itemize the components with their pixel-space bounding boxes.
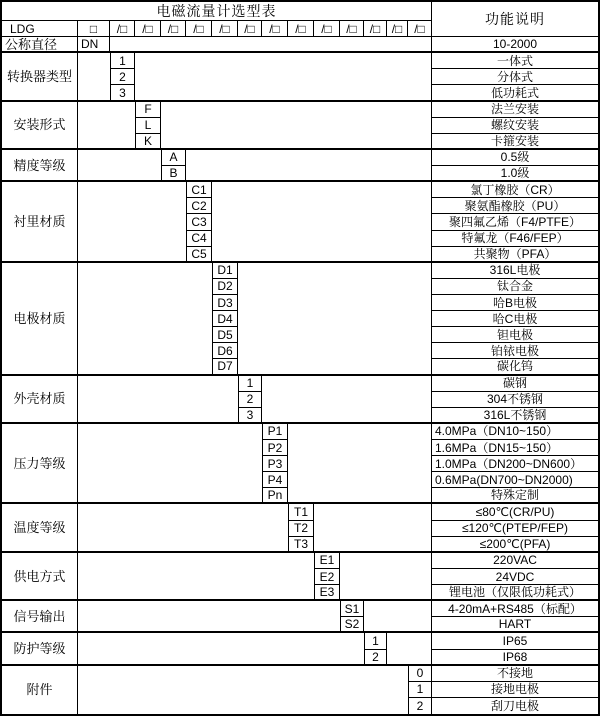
code-cell: P2 bbox=[262, 440, 288, 456]
model-code-slot: /□ bbox=[161, 21, 186, 37]
model-code-slot: /□ bbox=[212, 21, 238, 37]
function-cell: 特殊定制 bbox=[432, 488, 598, 504]
model-code-box: □ bbox=[78, 21, 110, 37]
model-code-slot: /□ bbox=[314, 21, 340, 37]
function-cell: 4-20mA+RS485（标配） bbox=[432, 601, 598, 617]
code-cell: D6 bbox=[212, 343, 238, 359]
function-cell: 0.5级 bbox=[432, 150, 598, 166]
filler-cell bbox=[364, 601, 432, 633]
filler-cell bbox=[78, 666, 408, 714]
section-label: 信号输出 bbox=[2, 601, 78, 633]
function-cell: 碳化钨 bbox=[432, 359, 598, 375]
function-cell: 分体式 bbox=[432, 69, 598, 85]
function-cell: 1.6MPa（DN15~150） bbox=[432, 440, 598, 456]
filler-cell bbox=[78, 424, 262, 505]
code-cell: D2 bbox=[212, 279, 238, 295]
filler-cell bbox=[110, 37, 432, 53]
function-cell: 特氟龙（F46/FEP） bbox=[432, 231, 598, 247]
function-cell: 钽电极 bbox=[432, 327, 598, 343]
section-label: 压力等级 bbox=[2, 424, 78, 505]
code-cell: C5 bbox=[186, 247, 212, 263]
model-code-slot: /□ bbox=[186, 21, 212, 37]
model-code-slot: /□ bbox=[387, 21, 408, 37]
function-cell: 一体式 bbox=[432, 53, 598, 69]
code-cell: P4 bbox=[262, 472, 288, 488]
filler-cell bbox=[78, 150, 161, 182]
code-cell: B bbox=[161, 166, 186, 182]
code-cell: D4 bbox=[212, 311, 238, 327]
filler-cell bbox=[186, 150, 432, 182]
code-cell: E2 bbox=[314, 569, 340, 585]
filler-cell bbox=[78, 182, 186, 263]
function-cell: 聚四氟乙烯（F4/PTFE） bbox=[432, 214, 598, 230]
section-label: 防护等级 bbox=[2, 633, 78, 665]
code-cell: D3 bbox=[212, 295, 238, 311]
function-cell: IP65 bbox=[432, 633, 598, 649]
function-cell: 刮刀电极 bbox=[490, 698, 539, 713]
code-cell: 3 bbox=[110, 85, 135, 101]
code-cell: 2 bbox=[110, 69, 135, 85]
model-code-slot: /□ bbox=[340, 21, 364, 37]
function-cell: 316L不锈钢 bbox=[432, 408, 598, 424]
filler-cell bbox=[262, 376, 432, 424]
section-label: 衬里材质 bbox=[2, 182, 78, 263]
code-cell: T1 bbox=[288, 504, 314, 520]
function-cell: 316L电极 bbox=[432, 263, 598, 279]
function-cell: HART bbox=[432, 617, 598, 633]
filler-cell bbox=[387, 633, 432, 665]
code-cell: P3 bbox=[262, 456, 288, 472]
model-code-slot: /□ bbox=[238, 21, 262, 37]
filler-cell bbox=[78, 102, 135, 150]
code-cell: 2 bbox=[238, 392, 262, 408]
code-cell: D7 bbox=[212, 359, 238, 375]
function-cell: 24VDC bbox=[432, 569, 598, 585]
section-label: 温度等级 bbox=[2, 504, 78, 552]
function-cell: 10-2000 bbox=[432, 37, 598, 53]
code-cell: DN bbox=[78, 37, 110, 53]
code-cell: C3 bbox=[186, 214, 212, 230]
function-cell: 法兰安装 bbox=[432, 102, 598, 118]
filler-cell bbox=[78, 504, 288, 552]
code-cell: P1 bbox=[262, 424, 288, 440]
function-cell: IP68 bbox=[432, 650, 598, 666]
function-cell: 螺纹安装 bbox=[432, 118, 598, 134]
code-cell: S2 bbox=[340, 617, 364, 633]
function-cell: 钛合金 bbox=[432, 279, 598, 295]
filler-cell bbox=[78, 553, 314, 601]
function-cell: 0.6MPa(DN700~DN2000) bbox=[432, 472, 598, 488]
function-cell: 1.0级 bbox=[432, 166, 598, 182]
function-cell: 接地电极 bbox=[432, 682, 598, 698]
filler-cell bbox=[288, 424, 432, 505]
filler-cell bbox=[78, 601, 340, 633]
filler-cell bbox=[78, 633, 364, 665]
function-cell: 氯丁橡胶（CR） bbox=[432, 182, 598, 198]
code-cell: S1 bbox=[340, 601, 364, 617]
filler-cell bbox=[238, 263, 432, 376]
model-code-slot: /□ bbox=[364, 21, 387, 37]
table-title: 电磁流量计选型表 bbox=[2, 2, 432, 21]
section-label-diameter: 公称直径 bbox=[2, 37, 78, 53]
code-cell: 3 bbox=[238, 408, 262, 424]
function-cell: 1.0MPa（DN200~DN600） bbox=[432, 456, 598, 472]
function-cell: 304不锈钢 bbox=[432, 392, 598, 408]
function-cell: 碳钢 bbox=[432, 376, 598, 392]
code-cell: 1 bbox=[110, 53, 135, 69]
function-cell: ≤120℃(PTEP/FEP) bbox=[432, 521, 598, 537]
code-cell: E3 bbox=[314, 585, 340, 601]
function-cell: 不接地 bbox=[432, 666, 598, 682]
filler-cell bbox=[340, 553, 432, 601]
code-cell: E1 bbox=[314, 553, 340, 569]
code-cell: Pn bbox=[262, 488, 288, 504]
function-cell: 锂电池（仅限低功耗式） bbox=[432, 585, 598, 601]
function-cell: ≤80℃(CR/PU) bbox=[432, 504, 598, 520]
code-cell: 2 bbox=[408, 698, 432, 714]
function-cell: 4.0MPa（DN10~150） bbox=[432, 424, 598, 440]
filler-cell bbox=[78, 376, 238, 424]
section-label: 安装形式 bbox=[2, 102, 78, 150]
section-label: 外壳材质 bbox=[2, 376, 78, 424]
filler-cell bbox=[314, 504, 432, 552]
function-cell: 铂铱电极 bbox=[432, 343, 598, 359]
model-code-slot: /□ bbox=[135, 21, 161, 37]
filler-cell bbox=[135, 53, 432, 101]
code-cell: 2 bbox=[364, 650, 387, 666]
code-cell: 1 bbox=[408, 682, 432, 698]
section-label: 电极材质 bbox=[2, 263, 78, 376]
function-column-header: 功能说明 bbox=[432, 2, 598, 37]
code-cell: T2 bbox=[288, 521, 314, 537]
function-cell: 聚氨酯橡胶（PU） bbox=[432, 198, 598, 214]
code-cell: 0 bbox=[408, 666, 432, 682]
section-label: 附件 bbox=[2, 666, 78, 714]
filler-cell bbox=[78, 53, 110, 101]
model-code-prefix: LDG bbox=[2, 21, 78, 37]
code-cell: C2 bbox=[186, 198, 212, 214]
model-code-slot: /□ bbox=[262, 21, 288, 37]
code-cell: A bbox=[161, 150, 186, 166]
code-cell: 1 bbox=[364, 633, 387, 649]
model-code-slot: /□ bbox=[288, 21, 314, 37]
section-label: 供电方式 bbox=[2, 553, 78, 601]
function-cell: ≤200℃(PFA) bbox=[432, 537, 598, 553]
filler-cell bbox=[212, 182, 432, 263]
model-code-slot: /□ bbox=[110, 21, 135, 37]
code-cell: 1 bbox=[238, 376, 262, 392]
code-cell: F bbox=[135, 102, 161, 118]
section-label: 精度等级 bbox=[2, 150, 78, 182]
code-cell: L bbox=[135, 118, 161, 134]
section-label: 转换器类型 bbox=[2, 53, 78, 101]
model-code-slot: /□ bbox=[408, 21, 432, 37]
function-cell: 220VAC bbox=[432, 553, 598, 569]
code-cell: T3 bbox=[288, 537, 314, 553]
function-cell: 共聚物（PFA） bbox=[432, 247, 598, 263]
code-cell: C4 bbox=[186, 231, 212, 247]
function-cell: 低功耗式 bbox=[432, 85, 598, 101]
code-cell: D5 bbox=[212, 327, 238, 343]
filler-cell bbox=[78, 263, 212, 376]
code-cell: D1 bbox=[212, 263, 238, 279]
code-cell: C1 bbox=[186, 182, 212, 198]
filler-cell bbox=[161, 102, 432, 150]
function-cell: 卡箍安装 bbox=[432, 134, 598, 150]
function-cell: 哈C电极 bbox=[432, 311, 598, 327]
function-cell: 哈B电极 bbox=[432, 295, 598, 311]
code-cell: K bbox=[135, 134, 161, 150]
